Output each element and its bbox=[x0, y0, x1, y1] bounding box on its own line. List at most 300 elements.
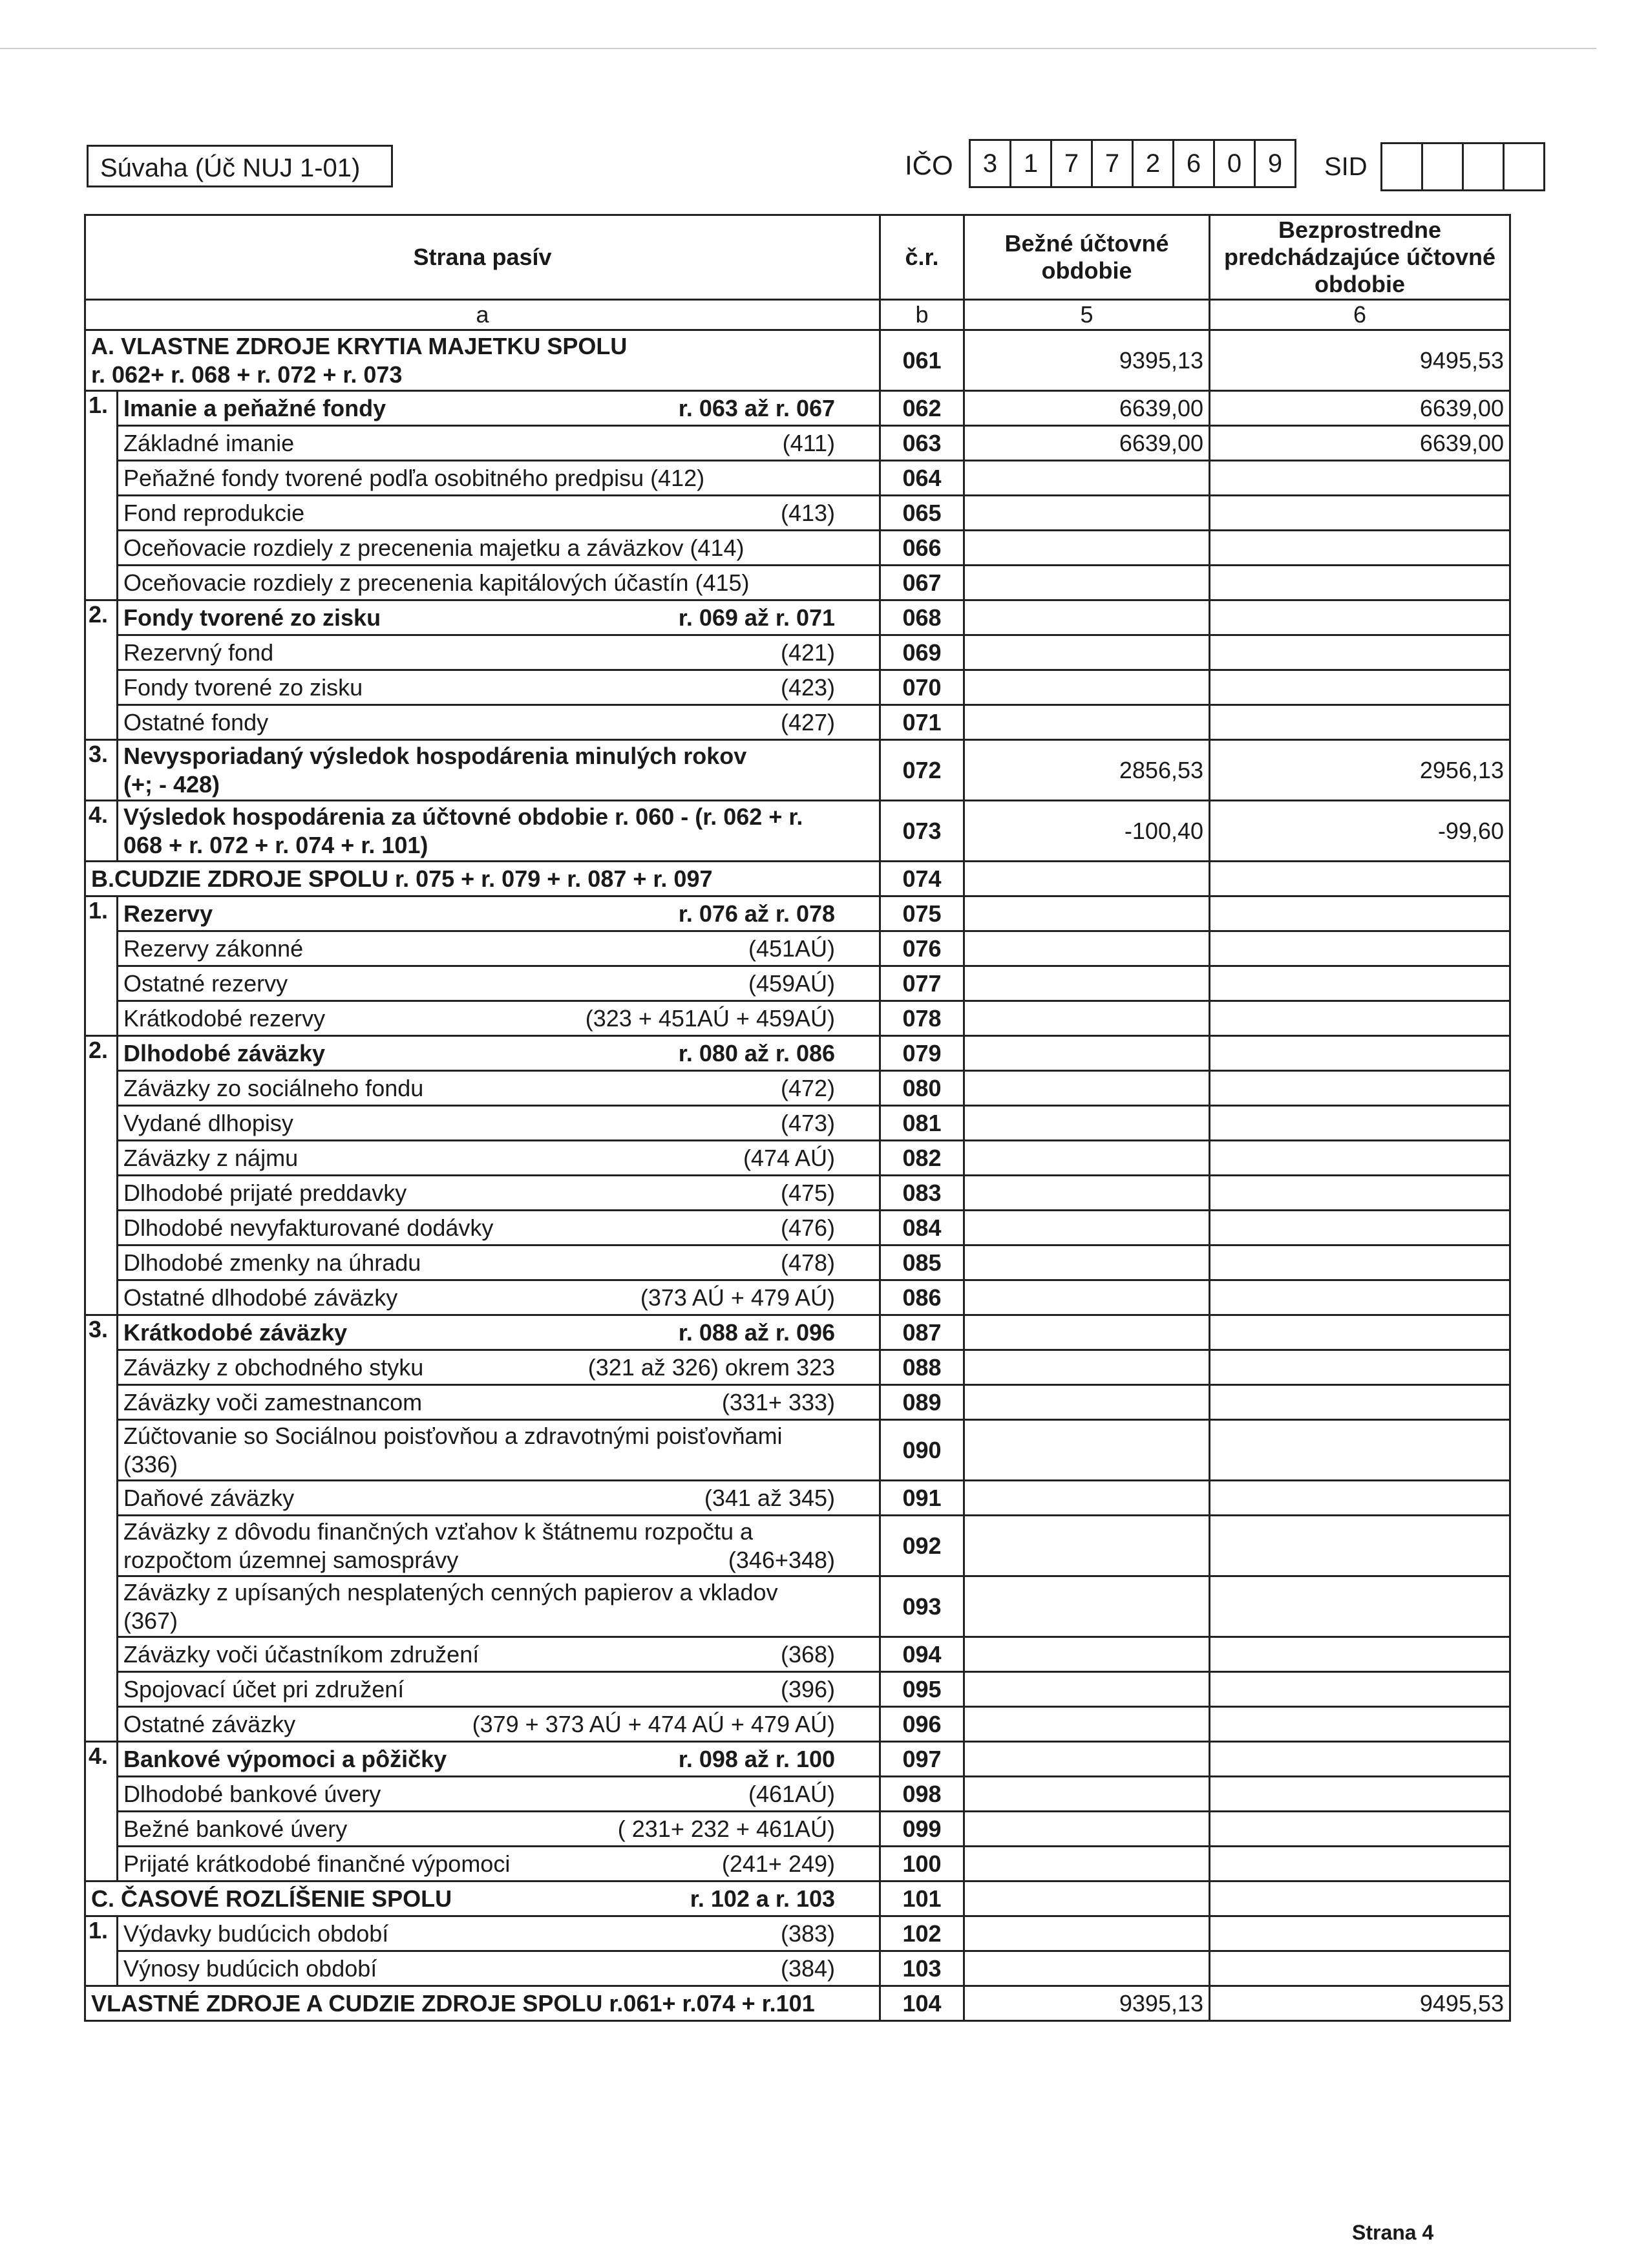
row-label-cell bbox=[118, 1176, 880, 1211]
row-account-code: (383) bbox=[780, 1920, 836, 1947]
row-label: Záväzky voči účastníkom združení bbox=[123, 1640, 480, 1668]
previous-period-value bbox=[1210, 1481, 1510, 1516]
row-label-cell bbox=[118, 566, 880, 600]
row-label: VLASTNÉ ZDROJE A CUDZIE ZDROJE SPOLU r.061+ r.074 + r.101 bbox=[91, 1989, 815, 2017]
previous-period-value bbox=[1210, 1812, 1510, 1847]
current-period-value bbox=[964, 1071, 1210, 1106]
row-number-cr: 097 bbox=[880, 1742, 964, 1777]
row-label: Prijaté krátkodobé finančné výpomoci bbox=[123, 1850, 511, 1877]
row-label: Fond reprodukcie bbox=[123, 499, 305, 526]
current-period-value bbox=[964, 705, 1210, 740]
current-period-value bbox=[964, 1141, 1210, 1176]
current-period-value bbox=[964, 1280, 1210, 1315]
current-period-value bbox=[964, 1350, 1210, 1385]
row-group-number bbox=[85, 1812, 118, 1847]
row-label-cell bbox=[118, 1036, 880, 1071]
row-label: Vydané dlhopisy bbox=[123, 1109, 293, 1136]
row-label-cell bbox=[118, 1742, 880, 1777]
row-account-code: r. 102 a r. 103 bbox=[690, 1885, 836, 1912]
current-period-value bbox=[964, 1036, 1210, 1071]
row-account-code: r. 098 až r. 100 bbox=[678, 1745, 836, 1772]
row-account-code: (321 až 326) okrem 323 bbox=[587, 1353, 836, 1381]
col-header-previous-period: Bezprostredne predchádzajúce účtovné obdobie bbox=[1210, 215, 1510, 300]
row-label-line bbox=[123, 604, 874, 632]
col-letter-5: 5 bbox=[964, 300, 1210, 330]
row-number-cr: 069 bbox=[880, 635, 964, 670]
table-row bbox=[85, 1777, 1510, 1812]
row-group-number bbox=[85, 566, 118, 600]
current-period-value: -100,40 bbox=[964, 801, 1210, 862]
previous-period-value: 9495,53 bbox=[1210, 1986, 1510, 2021]
row-label: Ostatné rezervy bbox=[123, 970, 288, 997]
row-label-cell bbox=[118, 1951, 880, 1986]
current-period-value: 6639,00 bbox=[964, 391, 1210, 426]
row-label-cell bbox=[118, 1211, 880, 1245]
sid-digit bbox=[1505, 144, 1543, 189]
row-group-number bbox=[85, 635, 118, 670]
row-label: Daňové záväzky bbox=[123, 1484, 295, 1511]
table-row bbox=[85, 740, 1510, 801]
col-letter-6: 6 bbox=[1210, 300, 1510, 330]
table-row bbox=[85, 1420, 1510, 1481]
row-label-line bbox=[123, 935, 874, 963]
current-period-value bbox=[964, 1672, 1210, 1707]
previous-period-value bbox=[1210, 1707, 1510, 1742]
row-label-line bbox=[123, 1955, 874, 1983]
previous-period-value: 6639,00 bbox=[1210, 426, 1510, 461]
row-number-cr: 066 bbox=[880, 531, 964, 566]
row-label-line bbox=[123, 803, 874, 831]
row-label: C. ČASOVÉ ROZLÍŠENIE SPOLU bbox=[91, 1885, 452, 1912]
row-account-code: (384) bbox=[780, 1955, 836, 1982]
previous-period-value bbox=[1210, 635, 1510, 670]
previous-period-value bbox=[1210, 1847, 1510, 1881]
row-label-line2 bbox=[123, 1450, 874, 1479]
current-period-value bbox=[964, 670, 1210, 705]
ico-digit: 2 bbox=[1134, 141, 1174, 186]
row-label: Základné imanie bbox=[123, 429, 295, 456]
row-group-number: 1. bbox=[85, 1916, 118, 1951]
row-label-line bbox=[91, 1989, 874, 2018]
table-row bbox=[85, 1951, 1510, 1986]
row-label: Výsledok hospodárenia za účtovné obdobie r. 060 - (r. 062 + r. bbox=[123, 803, 803, 830]
row-number-cr: 092 bbox=[880, 1516, 964, 1576]
row-account-code: r. 088 až r. 096 bbox=[678, 1319, 836, 1346]
page-number: Strana 4 bbox=[1352, 2221, 1434, 2244]
current-period-value bbox=[964, 1576, 1210, 1637]
row-number-cr: 085 bbox=[880, 1245, 964, 1280]
row-label-cell bbox=[118, 1385, 880, 1420]
current-period-value bbox=[964, 531, 1210, 566]
row-group-number bbox=[85, 1141, 118, 1176]
previous-period-value bbox=[1210, 896, 1510, 931]
table-row bbox=[85, 1672, 1510, 1707]
row-label-cell bbox=[118, 1637, 880, 1672]
ico-digit: 7 bbox=[1093, 141, 1134, 186]
current-period-value bbox=[964, 1881, 1210, 1916]
row-section-label bbox=[85, 862, 880, 896]
current-period-value: 9395,13 bbox=[964, 1986, 1210, 2021]
previous-period-value: 2956,13 bbox=[1210, 740, 1510, 801]
row-number-cr: 102 bbox=[880, 1916, 964, 1951]
previous-period-value bbox=[1210, 1071, 1510, 1106]
column-letters-row bbox=[85, 300, 1510, 330]
row-label: Ostatné dlhodobé záväzky bbox=[123, 1284, 398, 1311]
row-number-cr: 091 bbox=[880, 1481, 964, 1516]
row-label: Oceňovacie rozdiely z precenenia kapitálových účastín (415) bbox=[123, 569, 750, 596]
current-period-value bbox=[964, 1812, 1210, 1847]
row-label-cell bbox=[118, 931, 880, 966]
row-number-cr: 098 bbox=[880, 1777, 964, 1812]
previous-period-value bbox=[1210, 1916, 1510, 1951]
previous-period-value bbox=[1210, 1742, 1510, 1777]
previous-period-value bbox=[1210, 862, 1510, 896]
row-label-cell bbox=[118, 1847, 880, 1881]
row-account-code: (373 AÚ + 479 AÚ) bbox=[640, 1284, 836, 1311]
current-period-value bbox=[964, 1315, 1210, 1350]
row-label-line bbox=[123, 1179, 874, 1207]
row-label: Fondy tvorené zo zisku bbox=[123, 673, 363, 701]
row-label: Záväzky voči zamestnancom bbox=[123, 1388, 423, 1415]
previous-period-value: -99,60 bbox=[1210, 801, 1510, 862]
table-row bbox=[85, 426, 1510, 461]
table-row bbox=[85, 1881, 1510, 1916]
previous-period-value bbox=[1210, 1350, 1510, 1385]
previous-period-value bbox=[1210, 670, 1510, 705]
table-row bbox=[85, 1707, 1510, 1742]
row-number-cr: 081 bbox=[880, 1106, 964, 1141]
row-label-line bbox=[123, 1484, 874, 1512]
table-row bbox=[85, 1141, 1510, 1176]
table-row bbox=[85, 531, 1510, 566]
current-period-value bbox=[964, 1211, 1210, 1245]
current-period-value bbox=[964, 1916, 1210, 1951]
row-label-line bbox=[123, 1109, 874, 1138]
current-period-value bbox=[964, 600, 1210, 635]
row-label-cell bbox=[118, 391, 880, 426]
table-row bbox=[85, 391, 1510, 426]
row-label-cell bbox=[118, 1245, 880, 1280]
row-account-code: (473) bbox=[780, 1109, 836, 1136]
row-label-cell bbox=[118, 1280, 880, 1315]
row-account-code: (461AÚ) bbox=[748, 1780, 836, 1807]
row-number-cr: 065 bbox=[880, 496, 964, 531]
row-label-cell bbox=[118, 600, 880, 635]
row-group-number: 3. bbox=[85, 1315, 118, 1350]
row-label: Peňažné fondy tvorené podľa osobitného predpisu (412) bbox=[123, 464, 705, 491]
row-account-code: (427) bbox=[780, 708, 836, 736]
current-period-value bbox=[964, 1707, 1210, 1742]
row-number-cr: 077 bbox=[880, 966, 964, 1001]
table-row bbox=[85, 862, 1510, 896]
row-number-cr: 104 bbox=[880, 1986, 964, 2021]
row-account-code: r. 080 až r. 086 bbox=[678, 1039, 836, 1066]
row-label-line bbox=[123, 900, 874, 928]
row-label-cell bbox=[118, 1071, 880, 1106]
previous-period-value bbox=[1210, 1385, 1510, 1420]
row-number-cr: 093 bbox=[880, 1576, 964, 1637]
row-label-line bbox=[123, 1039, 874, 1068]
row-group-number bbox=[85, 1637, 118, 1672]
previous-period-value: 6639,00 bbox=[1210, 391, 1510, 426]
row-label-cell bbox=[118, 740, 880, 801]
row-group-number: 1. bbox=[85, 391, 118, 426]
row-label-line2 bbox=[123, 1607, 874, 1635]
ico-digit: 3 bbox=[971, 141, 1011, 186]
table-row bbox=[85, 461, 1510, 496]
current-period-value bbox=[964, 1742, 1210, 1777]
balance-sheet-liabilities-table bbox=[84, 214, 1511, 2022]
current-period-value bbox=[964, 1481, 1210, 1516]
row-number-cr: 095 bbox=[880, 1672, 964, 1707]
row-number-cr: 078 bbox=[880, 1001, 964, 1036]
previous-period-value bbox=[1210, 1036, 1510, 1071]
row-number-cr: 070 bbox=[880, 670, 964, 705]
row-account-code: (472) bbox=[780, 1074, 836, 1101]
row-group-number bbox=[85, 1420, 118, 1481]
row-group-number bbox=[85, 1777, 118, 1812]
previous-period-value bbox=[1210, 1881, 1510, 1916]
previous-period-value bbox=[1210, 966, 1510, 1001]
previous-period-value bbox=[1210, 1672, 1510, 1707]
row-account-code: (475) bbox=[780, 1179, 836, 1206]
page-top-rule bbox=[0, 48, 1596, 49]
row-number-cr: 101 bbox=[880, 1881, 964, 1916]
form-title: Súvaha (Úč NUJ 1-01) bbox=[87, 145, 393, 187]
row-label-line bbox=[123, 1249, 874, 1277]
previous-period-value bbox=[1210, 461, 1510, 496]
row-group-number bbox=[85, 966, 118, 1001]
row-group-number bbox=[85, 1071, 118, 1106]
table-row bbox=[85, 931, 1510, 966]
row-label-line bbox=[91, 1885, 874, 1913]
row-section-label bbox=[85, 1986, 880, 2021]
row-label: Záväzky z dôvodu finančných vzťahov k štátnemu rozpočtu a bbox=[123, 1518, 754, 1545]
row-label-line bbox=[123, 708, 874, 737]
row-group-number: 2. bbox=[85, 600, 118, 635]
ico-digit: 0 bbox=[1215, 141, 1256, 186]
row-label: Oceňovacie rozdiely z precenenia majetku a záväzkov (414) bbox=[123, 534, 745, 561]
table-row bbox=[85, 1176, 1510, 1211]
row-label-cell bbox=[118, 896, 880, 931]
row-label-cell bbox=[118, 1916, 880, 1951]
table-row bbox=[85, 966, 1510, 1001]
row-group-number bbox=[85, 1176, 118, 1211]
row-label-line bbox=[123, 673, 874, 702]
table-row bbox=[85, 1350, 1510, 1385]
row-label-cell bbox=[118, 1141, 880, 1176]
ico-digit: 7 bbox=[1052, 141, 1093, 186]
row-label-cell bbox=[118, 1420, 880, 1481]
row-label-cell bbox=[118, 670, 880, 705]
row-group-number bbox=[85, 1516, 118, 1576]
table-row bbox=[85, 1385, 1510, 1420]
row-label-line bbox=[123, 1388, 874, 1417]
row-label: Dlhodobé záväzky bbox=[123, 1039, 326, 1066]
row-group-number bbox=[85, 1707, 118, 1742]
previous-period-value bbox=[1210, 1315, 1510, 1350]
table-row bbox=[85, 801, 1510, 862]
row-group-number bbox=[85, 1280, 118, 1315]
row-label: Zúčtovanie so Sociálnou poisťovňou a zdravotnými poisťovňami bbox=[123, 1422, 783, 1449]
sid-digit bbox=[1423, 144, 1464, 189]
row-number-cr: 079 bbox=[880, 1036, 964, 1071]
previous-period-value bbox=[1210, 1576, 1510, 1637]
row-number-cr: 064 bbox=[880, 461, 964, 496]
row-number-cr: 062 bbox=[880, 391, 964, 426]
row-label-cell bbox=[118, 1672, 880, 1707]
current-period-value bbox=[964, 1951, 1210, 1986]
row-number-cr: 076 bbox=[880, 931, 964, 966]
current-period-value bbox=[964, 635, 1210, 670]
row-label-cont: (+; - 428) bbox=[123, 770, 220, 798]
row-label-cont: r. 062+ r. 068 + r. 072 + r. 073 bbox=[91, 361, 403, 388]
row-label-line bbox=[123, 1850, 874, 1878]
row-account-code: (459AÚ) bbox=[748, 970, 836, 997]
row-label: Ostatné fondy bbox=[123, 708, 269, 736]
table-row bbox=[85, 1742, 1510, 1777]
col-header-cr: č.r. bbox=[880, 215, 964, 300]
row-account-code: (411) bbox=[782, 429, 836, 456]
row-account-code: ( 231+ 232 + 461AÚ) bbox=[617, 1815, 836, 1842]
previous-period-value: 9495,53 bbox=[1210, 330, 1510, 391]
current-period-value bbox=[964, 1637, 1210, 1672]
row-label-line bbox=[123, 1920, 874, 1948]
row-number-cr: 080 bbox=[880, 1071, 964, 1106]
row-label-cont: 068 + r. 072 + r. 074 + r. 101) bbox=[123, 831, 428, 858]
row-label-line bbox=[123, 1074, 874, 1103]
previous-period-value bbox=[1210, 1777, 1510, 1812]
current-period-value bbox=[964, 461, 1210, 496]
row-number-cr: 090 bbox=[880, 1420, 964, 1481]
ico-digit: 9 bbox=[1267, 149, 1283, 178]
current-period-value bbox=[964, 966, 1210, 1001]
row-label-line bbox=[123, 1815, 874, 1843]
row-label-cell bbox=[118, 1106, 880, 1141]
row-account-code: r. 069 až r. 071 bbox=[678, 604, 836, 631]
row-label-line bbox=[123, 1214, 874, 1242]
col-letter-a: a bbox=[85, 300, 880, 330]
row-group-number: 4. bbox=[85, 801, 118, 862]
row-label-line bbox=[123, 1780, 874, 1808]
row-number-cr: 072 bbox=[880, 740, 964, 801]
row-number-cr: 094 bbox=[880, 1637, 964, 1672]
row-group-number bbox=[85, 1001, 118, 1036]
row-label: Záväzky z nájmu bbox=[123, 1144, 299, 1171]
row-number-cr: 099 bbox=[880, 1812, 964, 1847]
row-account-code: (396) bbox=[780, 1675, 836, 1702]
table-row bbox=[85, 670, 1510, 705]
row-label: Bankové výpomoci a pôžičky bbox=[123, 1745, 447, 1772]
row-number-cr: 071 bbox=[880, 705, 964, 740]
row-label: Bežné bankové úvery bbox=[123, 1815, 348, 1842]
row-label-line bbox=[123, 569, 874, 597]
row-account-code: (474 AÚ) bbox=[743, 1144, 836, 1171]
previous-period-value bbox=[1210, 931, 1510, 966]
row-label: Rezervy zákonné bbox=[123, 935, 304, 962]
current-period-value bbox=[964, 1245, 1210, 1280]
row-number-cr: 075 bbox=[880, 896, 964, 931]
row-group-number bbox=[85, 1951, 118, 1986]
row-label: Nevysporiadaný výsledok hospodárenia minulých rokov bbox=[123, 742, 747, 769]
row-group-number: 4. bbox=[85, 1742, 118, 1777]
row-label-cell bbox=[118, 496, 880, 531]
current-period-value bbox=[964, 1847, 1210, 1881]
row-number-cr: 061 bbox=[880, 330, 964, 391]
current-period-value bbox=[964, 496, 1210, 531]
row-label-cell bbox=[118, 426, 880, 461]
row-group-number bbox=[85, 1847, 118, 1881]
row-group-number: 2. bbox=[85, 1036, 118, 1071]
row-label-line bbox=[123, 394, 874, 423]
previous-period-value bbox=[1210, 1211, 1510, 1245]
current-period-value bbox=[964, 931, 1210, 966]
row-label-line bbox=[123, 970, 874, 998]
row-label-line bbox=[123, 1640, 874, 1669]
table-row bbox=[85, 1481, 1510, 1516]
row-account-code: r. 076 až r. 078 bbox=[678, 900, 836, 927]
row-label-cell bbox=[118, 1481, 880, 1516]
table-row bbox=[85, 1986, 1510, 2021]
table-row bbox=[85, 1916, 1510, 1951]
row-label-line2 bbox=[123, 831, 874, 860]
row-label-line bbox=[123, 1710, 874, 1739]
table-row bbox=[85, 1280, 1510, 1315]
row-label: Spojovací účet pri združení bbox=[123, 1675, 405, 1702]
row-number-cr: 096 bbox=[880, 1707, 964, 1742]
row-label: Záväzky z upísaných nesplatených cenných papierov a vkladov bbox=[123, 1578, 778, 1606]
row-number-cr: 073 bbox=[880, 801, 964, 862]
row-account-code: (423) bbox=[780, 673, 836, 701]
previous-period-value bbox=[1210, 1141, 1510, 1176]
row-label: Záväzky zo sociálneho fondu bbox=[123, 1074, 424, 1101]
row-label-cell bbox=[118, 1516, 880, 1576]
row-label: Ostatné záväzky bbox=[123, 1710, 296, 1737]
row-label: Fondy tvorené zo zisku bbox=[123, 604, 381, 631]
row-label: B.CUDZIE ZDROJE SPOLU r. 075 + r. 079 + r. 087 + r. 097 bbox=[91, 865, 713, 892]
row-group-number bbox=[85, 496, 118, 531]
row-number-cr: 089 bbox=[880, 1385, 964, 1420]
table-row bbox=[85, 566, 1510, 600]
row-number-cr: 103 bbox=[880, 1951, 964, 1986]
table-row bbox=[85, 1106, 1510, 1141]
current-period-value bbox=[964, 1385, 1210, 1420]
row-number-cr: 086 bbox=[880, 1280, 964, 1315]
row-group-number bbox=[85, 1106, 118, 1141]
table-row bbox=[85, 1812, 1510, 1847]
current-period-value bbox=[964, 1176, 1210, 1211]
row-label: Výnosy budúcich období bbox=[123, 1955, 377, 1982]
sid-field bbox=[1380, 142, 1545, 191]
row-label-cell bbox=[118, 801, 880, 862]
row-account-code: (476) bbox=[780, 1214, 836, 1241]
current-period-value bbox=[964, 1106, 1210, 1141]
row-group-number bbox=[85, 1672, 118, 1707]
row-label-line bbox=[123, 1353, 874, 1382]
previous-period-value bbox=[1210, 1245, 1510, 1280]
row-label: Dlhodobé bankové úvery bbox=[123, 1780, 381, 1807]
row-account-code: (379 + 373 AÚ + 474 AÚ + 479 AÚ) bbox=[472, 1710, 836, 1737]
table-row bbox=[85, 496, 1510, 531]
row-label-cell bbox=[118, 1576, 880, 1637]
row-group-number bbox=[85, 931, 118, 966]
previous-period-value bbox=[1210, 705, 1510, 740]
row-label-line bbox=[91, 865, 874, 893]
row-section-label bbox=[85, 330, 880, 391]
row-group-number bbox=[85, 1245, 118, 1280]
table-row bbox=[85, 1036, 1510, 1071]
row-label-line bbox=[123, 639, 874, 667]
